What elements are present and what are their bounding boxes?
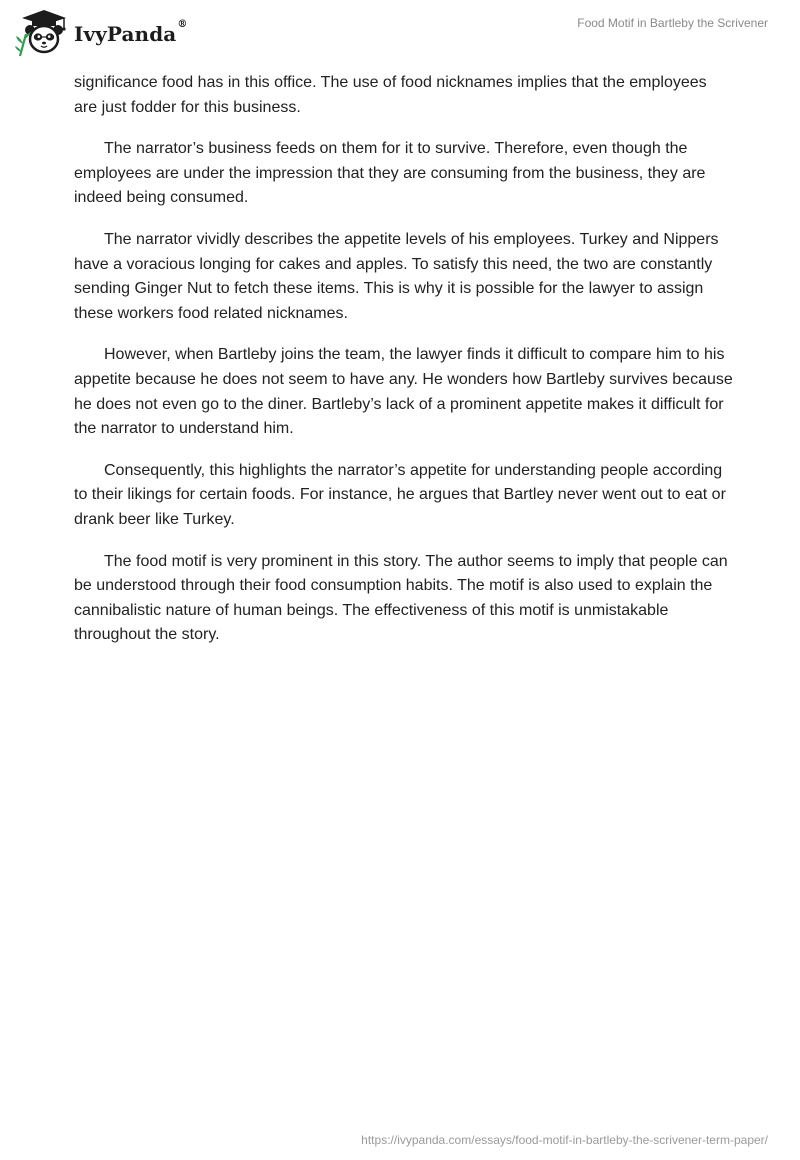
brand-logo[interactable] [14, 8, 187, 58]
paragraph: Consequently, this highlights the narrator’s appetite for understanding people according to their likings for certain foods. For instance, he argues that Bartley never went out to eat or drank beer like Turkey. [74, 461, 726, 528]
panda-graduate-icon [14, 8, 70, 58]
paragraph: However, when Bartleby joins the team, the lawyer finds it difficult to compare him to his appetite because he does not seem to have any. He wonders how Bartleby survives because he does not even go to the diner. Bartleby’s lack of a prominent appetite makes it difficult for the narrator to understand him. [74, 346, 733, 438]
document-title: Food Motif in Bartleby the Scrivener [577, 16, 768, 30]
registered-mark: ® [177, 19, 188, 30]
brand-name [74, 19, 188, 46]
brand-name-text: IvyPanda [74, 22, 177, 46]
paragraph: The narrator vividly describes the appetite levels of his employees. Turkey and Nippers have a voracious longing for cakes and apples. To satisfy this need, the two are constantly sending Ginger Nut to fetch these items. This is why it is possible for the lawyer to assign these workers food related nicknames. [74, 230, 719, 322]
paragraph: significance food has in this office. The use of food nicknames implies that the employees are just fodder for this business. [74, 74, 707, 116]
page-header [0, 0, 800, 70]
paragraph: The narrator’s business feeds on them for it to survive. Therefore, even though the employees are under the impression that they are consuming from the business, they are indeed being consumed. [74, 140, 706, 207]
source-url-link[interactable]: https://ivypanda.com/essays/food-motif-in-bartleby-the-scrivener-term-paper/ [361, 1133, 768, 1147]
paragraph: The food motif is very prominent in this story. The author seems to imply that people can be understood through their food consumption habits. The motif is also used to explain the cannibalistic nature of human beings. The effectiveness of this motif is unmistakable throughout the story. [74, 552, 728, 644]
essay-body [74, 71, 734, 665]
